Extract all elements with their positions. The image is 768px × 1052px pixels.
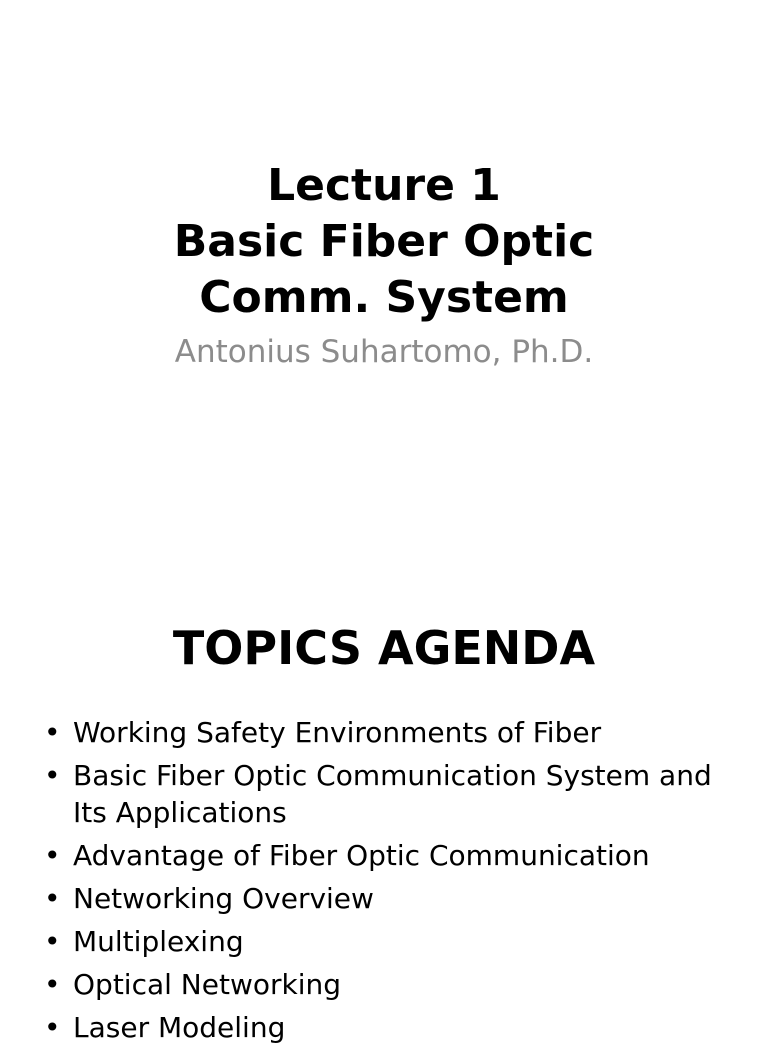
bullet-icon: • bbox=[44, 925, 61, 958]
agenda-item-label: Laser Modeling bbox=[73, 1011, 286, 1044]
agenda-item-label: Basic Fiber Optic Communication System and Its Applications bbox=[73, 759, 712, 829]
agenda-list bbox=[44, 714, 734, 1052]
agenda-item-label: Multiplexing bbox=[73, 925, 244, 958]
agenda-item-advantage bbox=[44, 837, 734, 874]
title-line-1: Lecture 1 bbox=[267, 160, 501, 211]
agenda-title: TOPICS AGENDA bbox=[172, 621, 596, 675]
agenda-item-laser-modeling bbox=[44, 1009, 734, 1046]
lecture-title bbox=[0, 158, 768, 326]
agenda-item-basic-system bbox=[44, 757, 734, 831]
author-subtitle: Antonius Suhartomo, Ph.D. bbox=[174, 334, 594, 370]
bullet-icon: • bbox=[44, 1011, 61, 1044]
bullet-icon: • bbox=[44, 759, 61, 792]
bullet-icon: • bbox=[44, 882, 61, 915]
bullet-icon: • bbox=[44, 968, 61, 1001]
agenda-item-networking bbox=[44, 880, 734, 917]
agenda-item-label: Optical Networking bbox=[73, 968, 342, 1001]
agenda-item-label: Advantage of Fiber Optic Communication bbox=[73, 839, 650, 872]
title-line-3: Comm. System bbox=[199, 272, 569, 323]
title-line-2: Basic Fiber Optic bbox=[173, 216, 595, 267]
bullet-icon: • bbox=[44, 839, 61, 872]
agenda-item-label: Working Safety Environments of Fiber bbox=[73, 716, 602, 749]
agenda-item-label: Networking Overview bbox=[73, 882, 374, 915]
agenda-item-optical-networking bbox=[44, 966, 734, 1003]
agenda-item-multiplexing bbox=[44, 923, 734, 960]
agenda-slide bbox=[0, 576, 768, 1044]
agenda-item-safety bbox=[44, 714, 734, 751]
bullet-icon: • bbox=[44, 716, 61, 749]
